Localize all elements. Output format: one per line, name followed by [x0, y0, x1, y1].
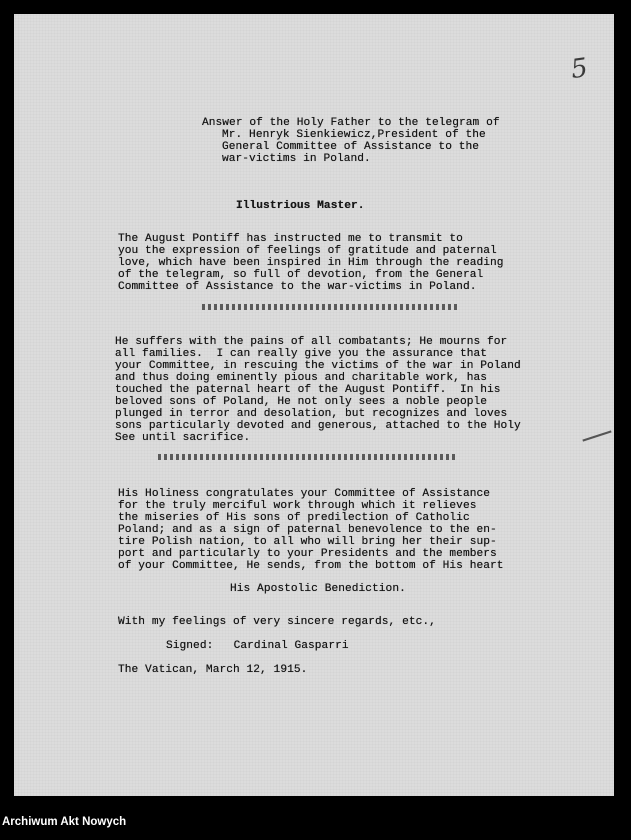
section-divider-1 [202, 304, 460, 310]
paragraph-3-line-4: Poland; and as a sign of paternal benevolence to the en- [118, 524, 497, 536]
page-number: 5 [568, 52, 590, 86]
document-page [14, 14, 614, 796]
dateline: The Vatican, March 12, 1915. [118, 664, 308, 676]
heading-line-2: Mr. Henryk Sienkiewicz,President of the [222, 129, 486, 141]
paragraph-2-line-7: plunged in terror and desolation, but recognizes and loves [115, 408, 508, 420]
salutation: Illustrious Master. [236, 200, 365, 212]
paragraph-1-line-4: of the telegram, so full of devotion, from the General [118, 269, 484, 281]
paragraph-2-line-4: and thus doing eminently pious and charitable work, has [115, 372, 487, 384]
paragraph-1-line-3: love, which have been inspired in Him through the reading [118, 257, 504, 269]
paragraph-3-line-5: tire Polish nation, to all who will bring her their sup- [118, 536, 497, 548]
paragraph-2-line-8: sons particularly devoted and generous, attached to the Holy [115, 420, 521, 432]
heading-line-3: General Committee of Assistance to the [222, 141, 480, 153]
paragraph-3-line-1: His Holiness congratulates your Committee of Assistance [118, 488, 490, 500]
paragraph-3-line-7: of your Committee, He sends, from the bottom of His heart [118, 560, 504, 572]
paragraph-2-line-9: See until sacrifice. [115, 432, 251, 444]
paragraph-2-line-6: beloved sons of Poland, He not only sees a noble people [115, 396, 487, 408]
paragraph-3-line-6: port and particularly to your Presidents and the members [118, 548, 497, 560]
paragraph-2-line-2: all families. I can really give you the assurance that [115, 348, 487, 360]
paragraph-1-line-2: you the expression of feelings of gratitude and paternal [118, 245, 497, 257]
paragraph-2-line-5: touched the paternal heart of the August Pontiff. In his [115, 384, 501, 396]
paragraph-2-line-1: He suffers with the pains of all combatants; He mourns for [115, 336, 508, 348]
paragraph-2-line-3: your Committee, in rescuing the victims of the war in Poland [115, 360, 521, 372]
section-divider-2 [158, 454, 458, 460]
signature-line: Signed: Cardinal Gasparri [166, 640, 349, 652]
paragraph-1-line-1: The August Pontiff has instructed me to transmit to [118, 233, 463, 245]
heading-line-1: Answer of the Holy Father to the telegram of [202, 117, 500, 129]
closing-line: With my feelings of very sincere regards, etc., [118, 616, 436, 628]
heading-line-4: war-victims in Poland. [222, 153, 371, 165]
paragraph-1-line-5: Committee of Assistance to the war-victims in Poland. [118, 281, 477, 293]
benediction: His Apostolic Benediction. [230, 583, 406, 595]
archive-label: Archiwum Akt Nowych [2, 816, 127, 828]
paragraph-3-line-2: for the truly merciful work through which it relieves [118, 500, 477, 512]
paragraph-3-line-3: the miseries of His sons of predilection of Catholic [118, 512, 470, 524]
